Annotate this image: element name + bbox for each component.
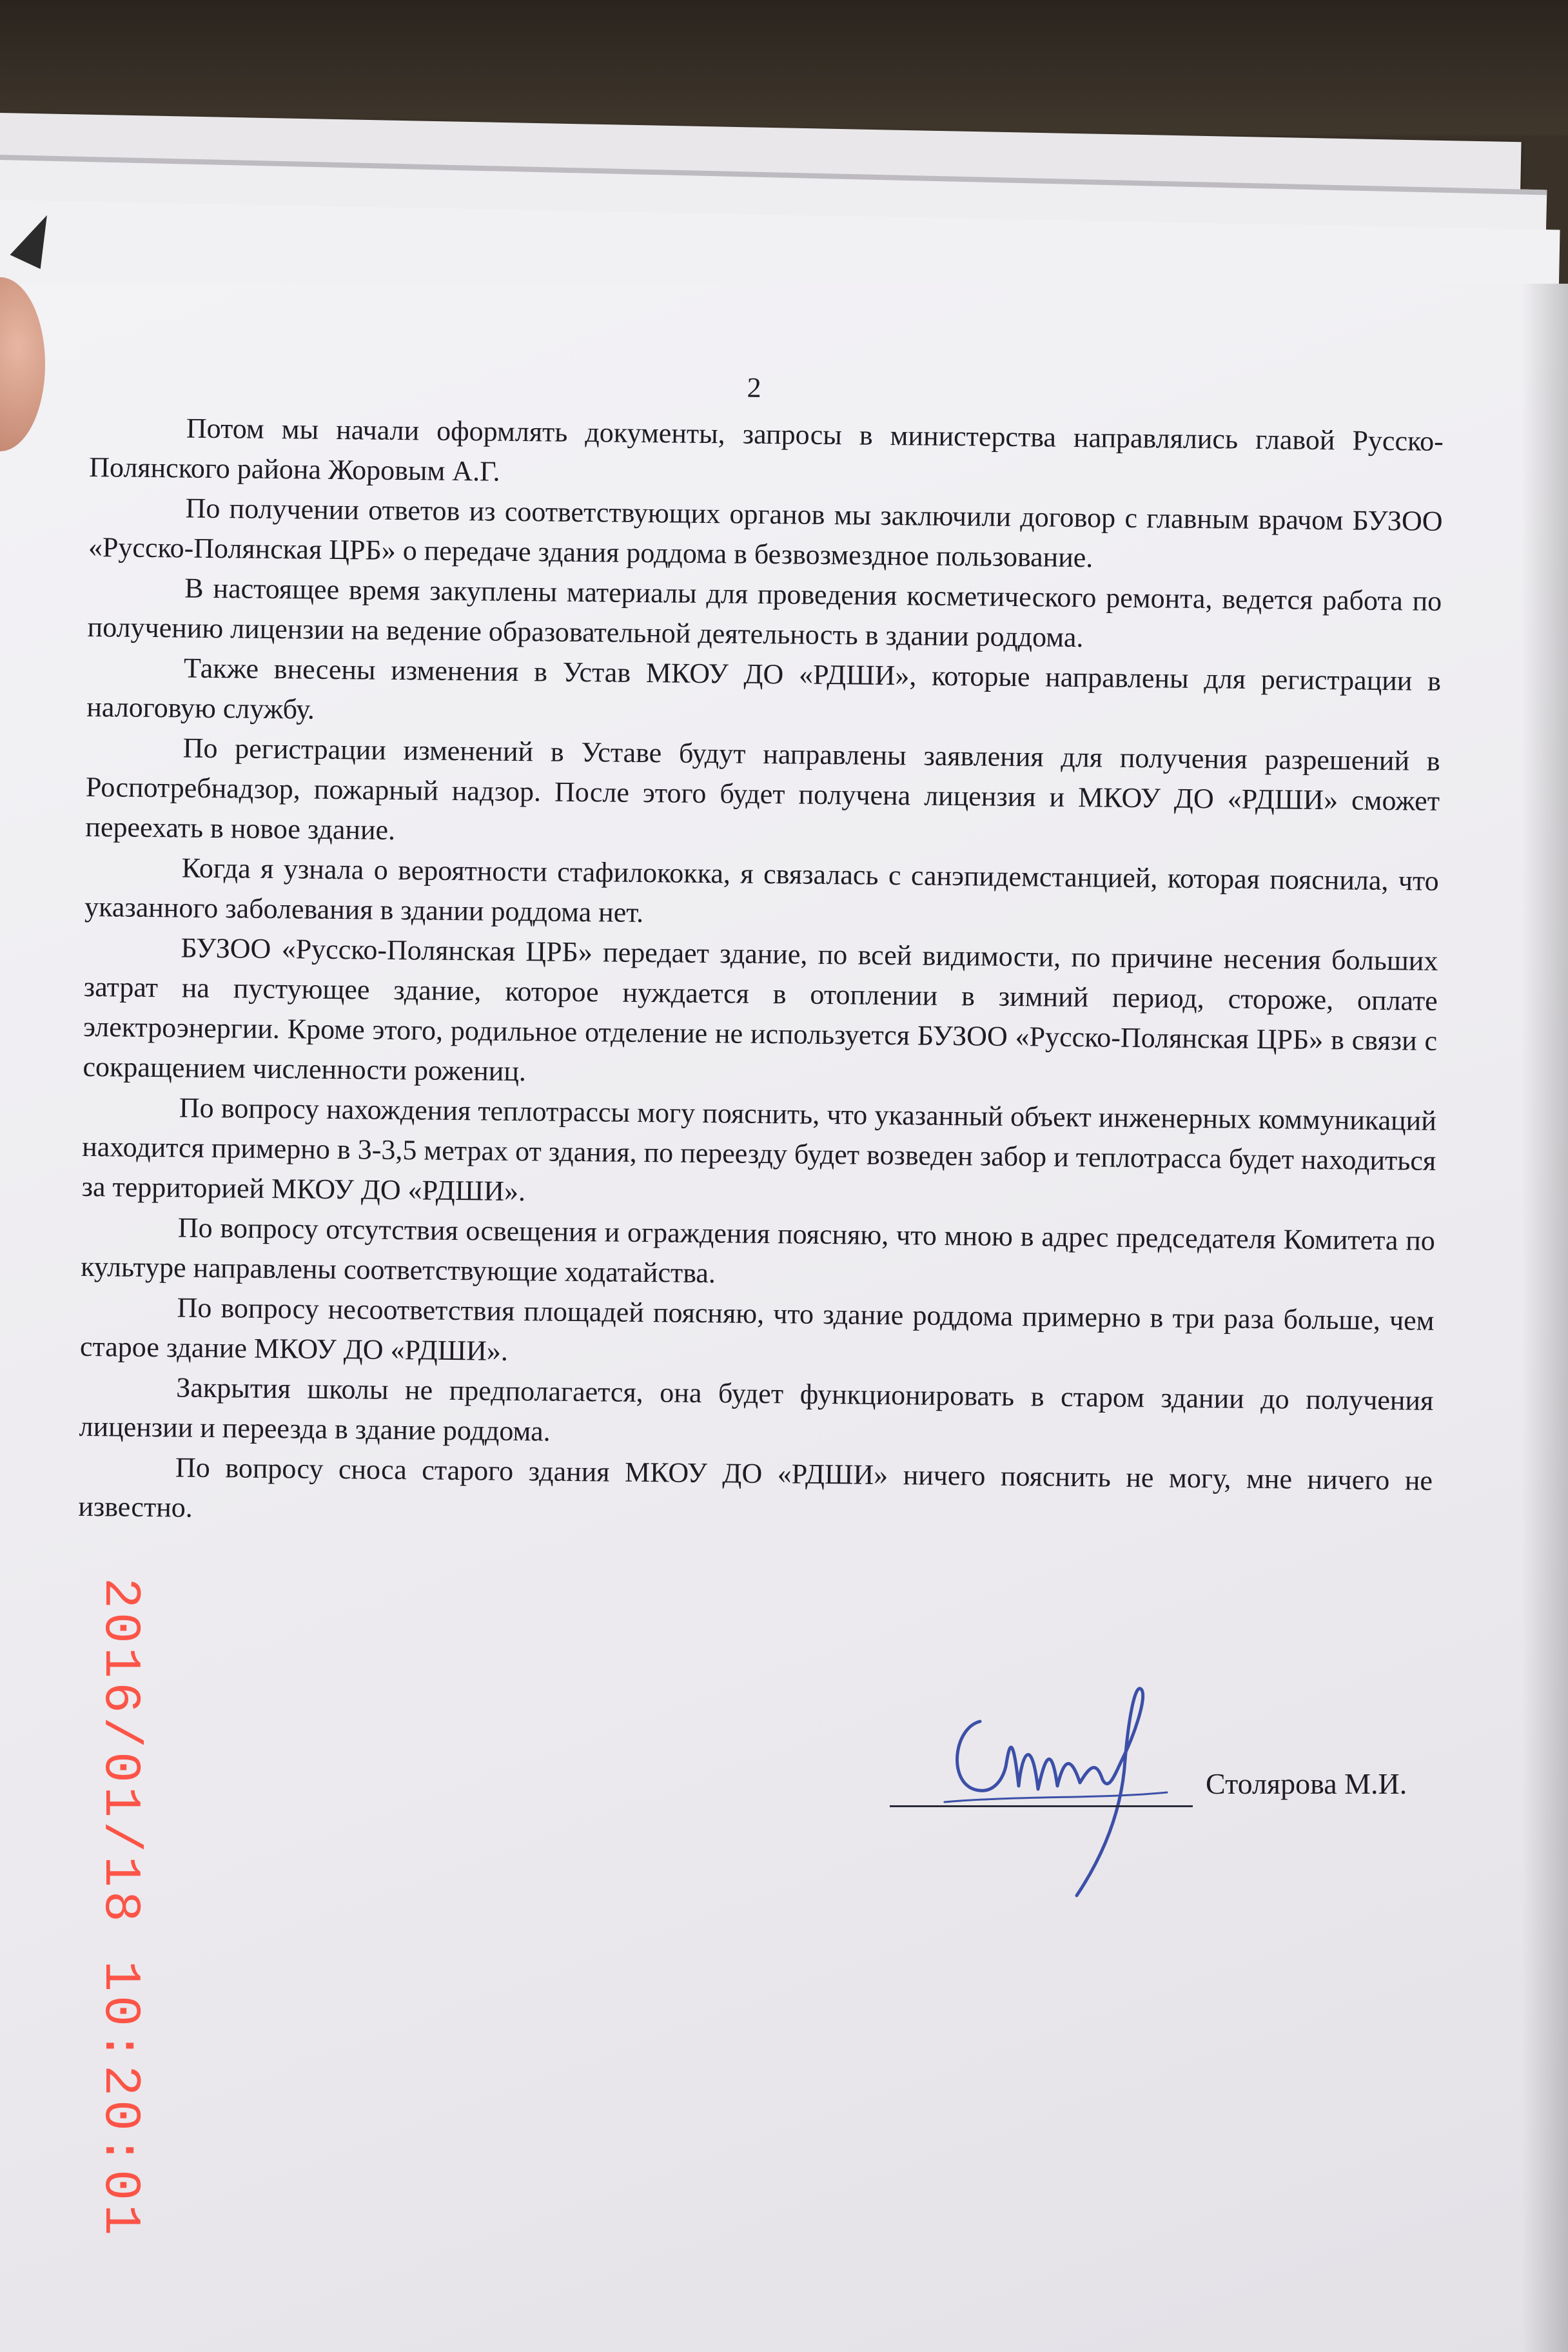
paragraph: По регистрации изменений в Уставе будут направлены заявления для получения разрешений в Роспотребнадзор, пожарный надзор. После этого будет получена лицензия и МКОУ ДО «РДШИ» сможет переехать в новое здание. <box>85 732 1440 846</box>
paragraph: Когда я узнала о вероятности стафилококка, я связалась с санэпидемстанцией, которая пояснила, что указанного заболевания в здании роддома нет. <box>84 852 1439 929</box>
paragraph: БУЗОО «Русско-Полянская ЦРБ» передает здание, по всей видимости, по причине несения больших затрат на пустующее здание, которое нуждается в отоплении в зимний период, стороже, оплате электроэнергии. Кроме этого, родильное отделение не используется БУЗОО «Русско-Полянская ЦРБ» в связи с сокращением численности рожениц. <box>83 932 1438 1088</box>
paragraph: По вопросу нахождения теплотрассы могу пояснить, что указанный объект инженерных коммуникаций находится примерно в 3-3,5 метрах от здания, по переезду будет возведен забор и теплотрасса будет находиться за территорией МКОУ ДО «РДШИ». <box>81 1092 1437 1208</box>
paragraph: Также внесены изменения в Устав МКОУ ДО «РДШИ», которые направлены для регистрации в налоговую службу. <box>86 652 1442 725</box>
dark-background <box>0 0 1568 135</box>
paragraph: Закрытия школы не предполагается, она будет функционировать в старом здании до получения лицензии и переезда в здание роддома. <box>79 1371 1434 1447</box>
signature-block <box>890 1683 1470 1908</box>
page-edge-shadow <box>1522 284 1568 2352</box>
paragraph: По вопросу отсутствия освещения и ограждения поясняю, что мною в адрес председателя Комитета по культуре направлены соответствующие ходатайства. <box>81 1211 1436 1289</box>
signer-name: Столярова М.И. <box>1206 1767 1407 1800</box>
page-number: 2 <box>747 371 761 404</box>
signature-line <box>890 1805 1193 1807</box>
handwritten-signature <box>941 1683 1173 1902</box>
date-stamp-text: 2016/01/18 10:20:01 <box>90 1577 149 2240</box>
photo-date-stamp <box>90 1573 148 2244</box>
paragraph: В настоящее время закуплены материалы для проведения косметического ремонта, ведется работа по получению лицензии на ведение образовательной деятельность в здании роддома. <box>87 572 1442 654</box>
paragraph: По вопросу несоответствия площадей поясняю, что здание роддома примерно в три раза больше, чем старое здание МКОУ ДО «РДШИ». <box>79 1291 1435 1367</box>
paragraph: По получении ответов из соответствующих органов мы заключили договор с главным врачом БУЗОО «Русско-Полянская ЦРБ» о передаче здания роддома в безвозмездное пользование. <box>88 492 1443 574</box>
paragraph: По вопросу сноса старого здания МКОУ ДО «РДШИ» ничего пояснить не могу, мне ничего не известно. <box>78 1451 1433 1524</box>
document-text <box>78 361 1444 1541</box>
paragraph: Потом мы начали оформлять документы, запросы в министерства направлялись главой Русско-Полянского района Жоровым А.Г. <box>89 412 1444 487</box>
